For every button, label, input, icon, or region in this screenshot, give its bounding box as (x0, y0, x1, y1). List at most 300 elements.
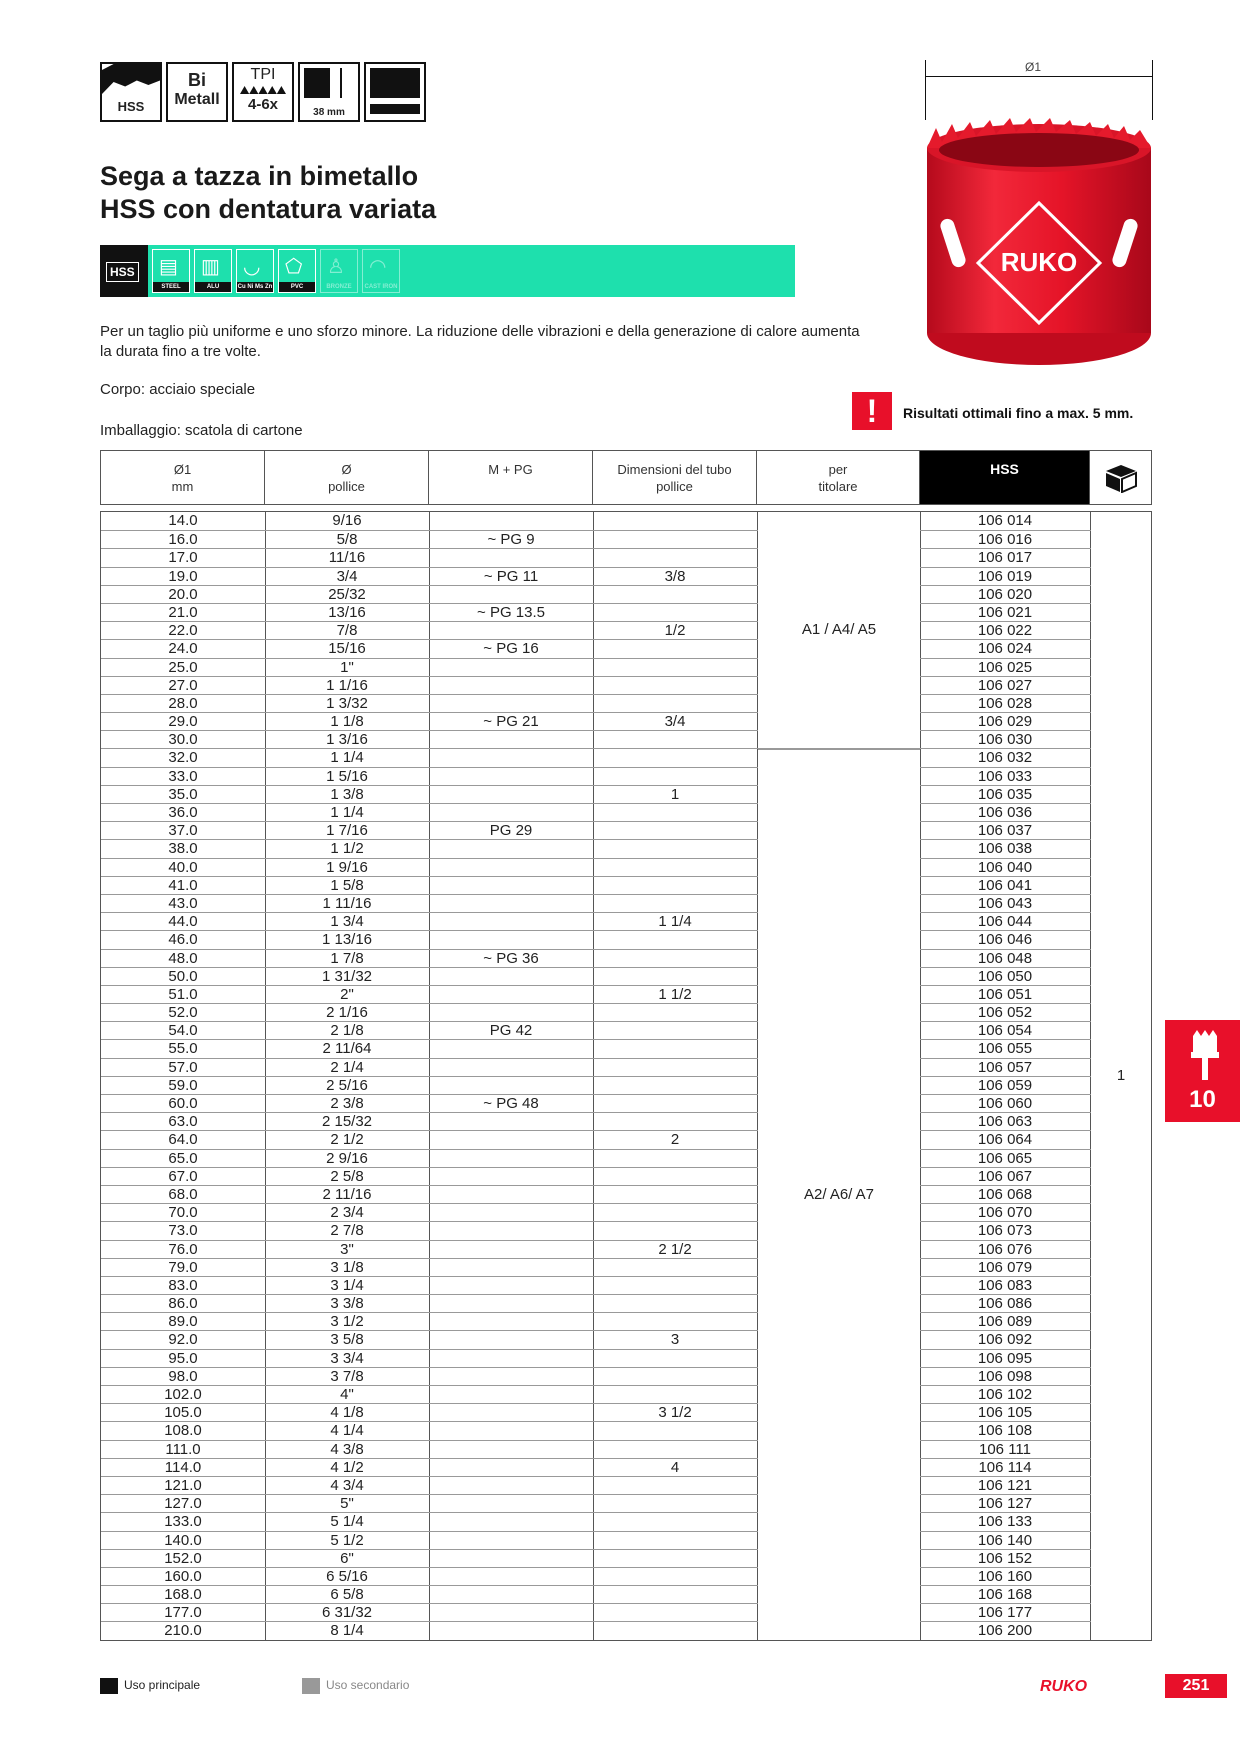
cell-diameter-mm: 98.0 (168, 1367, 198, 1385)
cell-mpg (429, 1459, 593, 1477)
cell-article-number: 106 052 (977, 1004, 1033, 1022)
hole-saw-image (918, 118, 1160, 373)
table-row (101, 1240, 1151, 1258)
cell-diameter-inch: 4" (340, 1386, 354, 1403)
cell-article-number: 106 022 (977, 622, 1033, 640)
cell-diameter-inch: 1" (340, 658, 354, 676)
cell-mpg: PG 29 (489, 822, 533, 840)
cell-diameter-inch: 6 5/16 (326, 1567, 368, 1585)
product-table (100, 511, 1152, 1641)
cell-diameter-inch: 1 31/32 (321, 967, 373, 985)
cell-mpg: ~ PG 11 (483, 567, 539, 585)
cell-tube-size (593, 1277, 757, 1295)
cell-diameter-mm: 46.0 (168, 931, 198, 949)
dimension-line-right (1152, 60, 1153, 120)
cell-article-number: 106 098 (977, 1367, 1033, 1385)
cell-mpg (429, 1532, 593, 1550)
table-row (101, 1112, 1151, 1130)
cell-diameter-inch: 1 1/8 (330, 713, 364, 731)
cell-diameter-inch: 2 1/2 (330, 1131, 364, 1149)
table-row (101, 858, 1151, 876)
cell-mpg: ~ PG 48 (483, 1095, 539, 1112)
cell-diameter-mm: 65.0 (168, 1149, 198, 1167)
col-hss: HSS (920, 451, 1090, 504)
table-row (101, 1003, 1151, 1021)
cell-diameter-inch: 15/16 (328, 640, 366, 658)
saw-teeth-icon (240, 86, 286, 94)
cell-tube-size (593, 1495, 757, 1513)
table-row (101, 803, 1151, 821)
cell-mpg (429, 549, 593, 567)
table-row (101, 1531, 1151, 1549)
cell-diameter-mm: 54.0 (168, 1022, 198, 1040)
table-row (101, 548, 1151, 566)
cell-tube-size (593, 1150, 757, 1168)
table-row (101, 1585, 1151, 1603)
cell-diameter-mm: 29.0 (168, 713, 198, 731)
cell-diameter-inch: 4 1/8 (330, 1404, 364, 1422)
cell-article-number: 106 121 (977, 1476, 1033, 1494)
cell-mpg (429, 512, 593, 530)
cell-article-number: 106 043 (977, 894, 1033, 912)
cell-tube-size (593, 1095, 757, 1113)
cell-diameter-inch: 4 1/2 (330, 1458, 364, 1476)
cell-tube-size (593, 1186, 757, 1204)
table-row (101, 876, 1151, 894)
cell-article-number: 106 111 (979, 1440, 1031, 1458)
product-description: Per un taglio più uniforme e uno sforzo minore. La riduzione delle vibrazioni e della generazione di calore aumenta la durata fino a tre volte. (100, 323, 860, 360)
table-row (101, 821, 1151, 839)
cell-diameter-inch: 2 5/8 (330, 1167, 364, 1185)
cell-article-number: 106 027 (977, 676, 1033, 694)
cell-article-number: 106 068 (977, 1185, 1033, 1203)
cell-tube-size (593, 1513, 757, 1531)
cell-tube-size (593, 950, 757, 968)
table-row (101, 585, 1151, 603)
cell-mpg (429, 1077, 593, 1095)
table-row (101, 1458, 1151, 1476)
cell-mpg (429, 1422, 593, 1440)
cell-diameter-mm: 102.0 (164, 1386, 202, 1403)
pentagon-icon: ⬠ (285, 256, 303, 278)
cell-mpg (429, 1295, 593, 1313)
cell-diameter-mm: 121.0 (164, 1476, 202, 1494)
table-row (101, 1185, 1151, 1203)
cell-tube-size (593, 931, 757, 949)
cell-diameter-mm: 63.0 (168, 1113, 198, 1131)
holder-group-1: A1 / A4/ A5 (758, 513, 920, 748)
cell-diameter-inch: 1 7/16 (326, 822, 368, 840)
cell-article-number: 106 140 (977, 1531, 1033, 1549)
cell-mpg (429, 1513, 593, 1531)
cell-article-number: 106 054 (977, 1022, 1033, 1040)
cell-tube-size (593, 1386, 757, 1404)
cell-article-number: 106 152 (977, 1549, 1033, 1567)
table-row (101, 730, 1151, 748)
cell-diameter-mm: 177.0 (164, 1604, 202, 1622)
cell-article-number: 106 083 (977, 1276, 1033, 1294)
cell-article-number: 106 108 (977, 1422, 1033, 1440)
cutting-depth-badge: 38 mm (298, 62, 360, 122)
cell-tube-size (593, 1586, 757, 1604)
hss-badge: HSS (100, 62, 162, 122)
cell-article-number: 106 200 (977, 1622, 1033, 1640)
cell-mpg (429, 731, 593, 749)
cell-diameter-mm: 67.0 (168, 1167, 198, 1185)
cell-diameter-inch: 3 5/8 (330, 1331, 364, 1349)
cell-tube-size (593, 895, 757, 913)
warning-icon: ! (852, 392, 892, 430)
cell-diameter-mm: 51.0 (168, 985, 198, 1003)
table-row (101, 1476, 1151, 1494)
cell-article-number: 106 055 (977, 1040, 1033, 1058)
cell-mpg (429, 586, 593, 604)
cell-diameter-mm: 41.0 (168, 876, 198, 894)
cell-tube-size (593, 1368, 757, 1386)
cell-tube-size (593, 1622, 757, 1640)
cell-tube-size (593, 1168, 757, 1186)
cell-diameter-mm: 95.0 (168, 1349, 198, 1367)
cell-diameter-inch: 1 9/16 (326, 858, 368, 876)
table-row (101, 748, 1151, 766)
cell-article-number: 106 067 (977, 1167, 1033, 1185)
cell-tube-size (593, 822, 757, 840)
cell-mpg: ~ PG 36 (483, 949, 539, 967)
table-row (101, 621, 1151, 639)
table-row (101, 1203, 1151, 1221)
cell-diameter-mm: 89.0 (168, 1313, 198, 1331)
table-row (101, 1167, 1151, 1185)
cell-diameter-mm: 133.0 (164, 1513, 202, 1531)
cell-mpg (429, 1404, 593, 1422)
cell-article-number: 106 028 (977, 694, 1033, 712)
cell-diameter-mm: 35.0 (168, 785, 198, 803)
cell-tube-size (593, 1222, 757, 1240)
cell-tube-size: 2 1/2 (658, 1240, 692, 1258)
cell-diameter-mm: 44.0 (168, 913, 198, 931)
cell-mpg (429, 804, 593, 822)
cell-diameter-mm: 70.0 (168, 1204, 198, 1222)
cell-article-number: 106 168 (977, 1586, 1033, 1604)
table-row (101, 1076, 1151, 1094)
cell-mpg (429, 877, 593, 895)
dimension-line-left (925, 60, 926, 120)
cell-mpg (429, 677, 593, 695)
cell-diameter-inch: 1 3/32 (326, 694, 368, 712)
cell-mpg (429, 913, 593, 931)
cell-tube-size (593, 1313, 757, 1331)
cell-diameter-inch: 3" (340, 1240, 354, 1258)
cell-mpg (429, 1586, 593, 1604)
cell-tube-size: 3/4 (664, 713, 686, 731)
cell-diameter-inch: 2 9/16 (326, 1149, 368, 1167)
col-mpg: M + PG (429, 451, 593, 504)
cell-mpg (429, 1259, 593, 1277)
cell-diameter-inch: 3 3/4 (330, 1349, 364, 1367)
cell-mpg (429, 1204, 593, 1222)
cell-tube-size (593, 749, 757, 767)
cell-diameter-mm: 28.0 (168, 694, 198, 712)
cell-article-number: 106 046 (977, 931, 1033, 949)
cell-diameter-inch: 3 3/8 (330, 1295, 364, 1313)
cell-article-number: 106 076 (977, 1240, 1033, 1258)
table-row (101, 985, 1151, 1003)
legend-secondary: Uso secondario (302, 1678, 409, 1694)
table-row (101, 894, 1151, 912)
cell-article-number: 106 029 (977, 713, 1033, 731)
table-row (101, 949, 1151, 967)
cell-diameter-inch: 13/16 (328, 603, 366, 621)
cell-diameter-inch: 7/8 (336, 622, 358, 640)
cell-article-number: 106 040 (977, 858, 1033, 876)
cell-diameter-inch: 9/16 (332, 512, 362, 529)
cup-profile-icon (304, 68, 330, 98)
table-row (101, 694, 1151, 712)
hss-material-badge: HSS (100, 245, 148, 297)
cell-mpg (429, 1441, 593, 1459)
alu-icon: ▥ (201, 256, 220, 278)
cell-article-number: 106 127 (977, 1495, 1033, 1513)
cell-diameter-inch: 2 5/16 (326, 1076, 368, 1094)
page-title: Sega a tazza in bimetallo HSS con dentatura variata (100, 161, 437, 224)
cell-mpg (429, 1040, 593, 1058)
cell-mpg (429, 1313, 593, 1331)
cell-diameter-inch: 2 1/4 (330, 1058, 364, 1076)
cell-tube-size: 1 1/4 (658, 913, 692, 931)
product-logo: RUKO (1000, 247, 1078, 277)
cell-mpg (429, 1622, 593, 1640)
cell-article-number: 106 092 (977, 1331, 1033, 1349)
cell-diameter-inch: 4 1/4 (330, 1422, 364, 1440)
cell-article-number: 106 063 (977, 1113, 1033, 1131)
cell-tube-size (593, 1040, 757, 1058)
diameter-badge (364, 62, 426, 122)
cell-article-number: 106 073 (977, 1222, 1033, 1240)
cell-diameter-inch: 25/32 (328, 585, 366, 603)
table-row (101, 1330, 1151, 1348)
cell-mpg (429, 1604, 593, 1622)
material-cu-ni-ms-zn: ◡ Cu Ni Ms Zn (236, 249, 274, 293)
table-row (101, 712, 1151, 730)
cell-article-number: 106 016 (977, 531, 1033, 549)
cell-tube-size (593, 659, 757, 677)
cell-tube-size: 1/2 (664, 622, 686, 640)
cell-article-number: 106 035 (977, 785, 1033, 803)
packaging-info: Imballaggio: scatola di cartone (100, 422, 303, 439)
cell-mpg (429, 1568, 593, 1586)
bronze-icon: ♙ (327, 256, 345, 278)
cell-diameter-inch: 2" (340, 985, 354, 1003)
table-row (101, 1621, 1151, 1639)
table-row (101, 1312, 1151, 1330)
cell-diameter-mm: 127.0 (164, 1495, 202, 1513)
cell-diameter-inch: 2 3/8 (330, 1095, 364, 1112)
cell-diameter-inch: 4 3/8 (330, 1440, 364, 1458)
cell-article-number: 106 160 (977, 1567, 1033, 1585)
table-row (101, 1130, 1151, 1148)
cell-mpg (429, 786, 593, 804)
cell-diameter-inch: 3 7/8 (330, 1367, 364, 1385)
cell-diameter-inch: 11/16 (328, 549, 366, 567)
cell-tube-size (593, 1259, 757, 1277)
table-row (101, 1149, 1151, 1167)
table-row (101, 603, 1151, 621)
package-icon (1090, 451, 1151, 504)
cell-diameter-mm: 64.0 (168, 1131, 198, 1149)
cell-diameter-mm: 33.0 (168, 767, 198, 785)
cell-diameter-mm: 16.0 (168, 531, 198, 549)
cell-tube-size: 1 1/2 (658, 985, 692, 1003)
cell-diameter-inch: 2 11/64 (322, 1040, 372, 1058)
cell-diameter-mm: 25.0 (168, 658, 198, 676)
cell-article-number: 106 036 (977, 804, 1033, 821)
cell-mpg: ~ PG 16 (483, 640, 539, 658)
cell-diameter-mm: 38.0 (168, 840, 198, 858)
cell-diameter-mm: 160.0 (164, 1567, 202, 1585)
cell-diameter-inch: 5 1/2 (330, 1531, 364, 1549)
table-row (101, 567, 1151, 585)
material-cast-iron: ◠ CAST IRON (362, 249, 400, 293)
cell-tube-size (593, 1477, 757, 1495)
cell-tube-size (593, 1422, 757, 1440)
table-row (101, 639, 1151, 657)
pack-quantity: 1 (1091, 513, 1151, 1639)
table-row (101, 1385, 1151, 1403)
cell-mpg (429, 1386, 593, 1404)
table-row (101, 1276, 1151, 1294)
steel-icon: ▤ (159, 256, 178, 278)
cell-diameter-inch: 1 3/4 (330, 913, 364, 931)
cell-article-number: 106 024 (977, 640, 1033, 658)
cell-tube-size (593, 1004, 757, 1022)
table-row (101, 1367, 1151, 1385)
table-row (101, 530, 1151, 548)
cell-tube-size (593, 586, 757, 604)
cell-tube-size: 2 (670, 1131, 680, 1149)
table-row (101, 658, 1151, 676)
table-row (101, 1403, 1151, 1421)
cell-diameter-mm: 152.0 (164, 1549, 202, 1567)
cell-diameter-mm: 68.0 (168, 1185, 198, 1203)
cell-mpg (429, 1368, 593, 1386)
cell-article-number: 106 051 (977, 985, 1033, 1003)
cell-diameter-mm: 27.0 (168, 676, 198, 694)
cell-mpg: ~ PG 13.5 (477, 603, 545, 621)
cell-tube-size (593, 1204, 757, 1222)
cell-mpg (429, 1222, 593, 1240)
diameter-arrow-icon (370, 104, 420, 114)
cell-diameter-mm: 55.0 (168, 1040, 198, 1058)
cell-mpg (429, 695, 593, 713)
cell-article-number: 106 065 (977, 1149, 1033, 1167)
cell-diameter-inch: 8 1/4 (330, 1622, 364, 1640)
table-row (101, 839, 1151, 857)
cell-article-number: 106 105 (977, 1404, 1033, 1422)
cell-diameter-mm: 43.0 (168, 894, 198, 912)
material-band (100, 245, 795, 297)
cell-diameter-inch: 3 1/4 (330, 1276, 364, 1294)
cell-diameter-mm: 40.0 (168, 858, 198, 876)
cell-mpg: ~ PG 21 (483, 713, 539, 731)
cell-mpg (429, 768, 593, 786)
cell-diameter-inch: 6" (340, 1549, 354, 1567)
cell-diameter-inch: 3 1/8 (330, 1258, 364, 1276)
cell-mpg (429, 1168, 593, 1186)
cell-mpg (429, 1550, 593, 1568)
cell-diameter-inch: 1 1/4 (330, 749, 364, 767)
legend-primary: Uso principale (100, 1678, 200, 1694)
cell-tube-size: 1 (670, 785, 680, 803)
cell-mpg: PG 42 (489, 1022, 533, 1040)
warning-text: Risultati ottimali fino a max. 5 mm. (903, 405, 1134, 421)
steel-icon (100, 1678, 118, 1694)
table-row (101, 1567, 1151, 1585)
col-diameter-inch: Ø pollice (265, 451, 429, 504)
cell-diameter-inch: 2 11/16 (322, 1185, 372, 1203)
dimension-arrow-icon (925, 76, 1153, 77)
cell-diameter-mm: 36.0 (168, 804, 198, 821)
cell-tube-size (593, 640, 757, 658)
table-row (101, 1440, 1151, 1458)
cell-diameter-mm: 79.0 (168, 1258, 198, 1276)
cell-article-number: 106 014 (977, 512, 1033, 529)
cell-tube-size (593, 877, 757, 895)
cell-mpg (429, 1495, 593, 1513)
cell-mpg (429, 895, 593, 913)
body-material: Corpo: acciaio speciale (100, 381, 256, 398)
material-alu: ▥ ALU (194, 249, 232, 293)
cell-article-number: 106 021 (977, 603, 1033, 621)
cell-diameter-inch: 6 31/32 (321, 1604, 373, 1622)
page-number: 251 (1165, 1674, 1227, 1698)
cell-article-number: 106 017 (977, 549, 1033, 567)
cell-mpg (429, 1059, 593, 1077)
cell-diameter-inch: 1 7/8 (330, 949, 364, 967)
table-header (100, 450, 1152, 505)
cell-tube-size: 3 1/2 (658, 1404, 692, 1422)
cell-tube-size (593, 1077, 757, 1095)
col-holder: per titolare (757, 451, 920, 504)
cell-diameter-mm: 14.0 (168, 512, 198, 529)
cell-mpg (429, 1477, 593, 1495)
cell-diameter-mm: 60.0 (168, 1095, 198, 1112)
cell-tube-size (593, 1295, 757, 1313)
cell-diameter-inch: 3/4 (336, 567, 358, 585)
cell-diameter-mm: 105.0 (164, 1404, 202, 1422)
cell-article-number: 106 086 (977, 1295, 1033, 1313)
cell-tube-size (593, 768, 757, 786)
cell-article-number: 106 044 (977, 913, 1033, 931)
material-bronze: ♙ BRONZE (320, 249, 358, 293)
cell-diameter-mm: 37.0 (168, 822, 198, 840)
cell-article-number: 106 064 (977, 1131, 1033, 1149)
cell-diameter-inch: 5/8 (336, 531, 358, 549)
table-row (101, 1039, 1151, 1057)
cell-diameter-mm: 50.0 (168, 967, 198, 985)
cell-tube-size (593, 1059, 757, 1077)
cell-diameter-mm: 57.0 (168, 1058, 198, 1076)
cell-tube-size: 3 (670, 1331, 680, 1349)
cell-article-number: 106 114 (978, 1458, 1032, 1476)
hole-saw-icon (1191, 1030, 1219, 1082)
cell-article-number: 106 048 (977, 949, 1033, 967)
cell-mpg (429, 1350, 593, 1368)
cell-tube-size (593, 1113, 757, 1131)
cell-diameter-mm: 76.0 (168, 1240, 198, 1258)
table-row (101, 785, 1151, 803)
table-row (101, 1058, 1151, 1076)
holder-group-2: A2/ A6/ A7 (758, 750, 920, 1640)
